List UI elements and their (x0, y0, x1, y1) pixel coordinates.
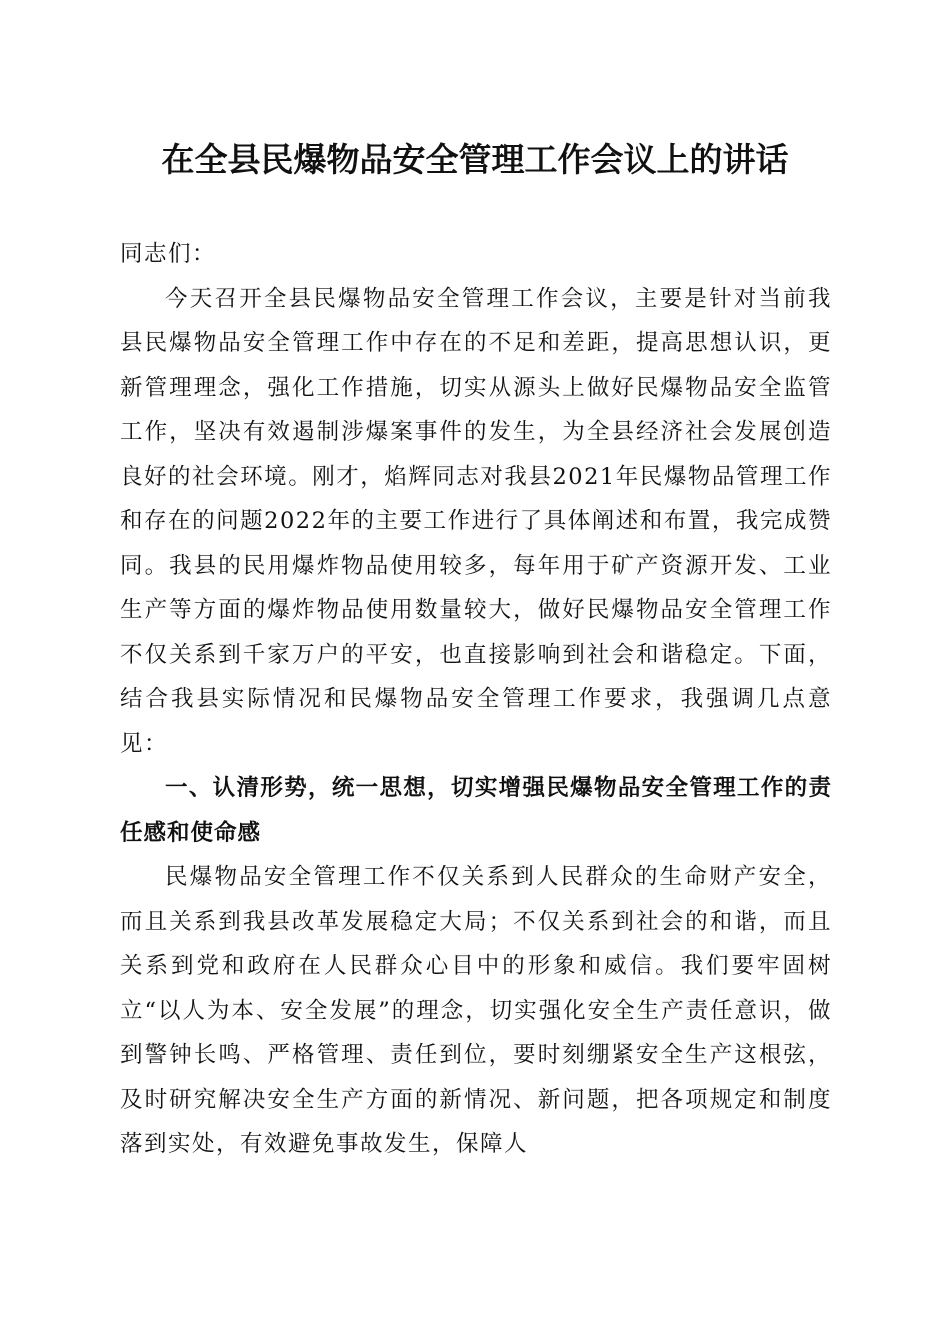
section-1-heading: 一、认清形势，统一思想，切实增强民爆物品安全管理工作的责任感和使命感 (120, 775, 832, 846)
section-1-paragraph: 民爆物品安全管理工作不仅关系到人民群众的生命财产安全，而且关系到我县改革发展稳定大局；不仅关系到社会的和谐，而且关系到党和政府在人民群众心目中的形象和威信。我们要牢固树立“以人为本、安全发展”的理念，切实强化安全生产责任意识，做到警钟长鸣、严格管理、责任到位，要时刻绷紧安全生产这根弦，及时研究解决安全生产方面的新情况、新问题，把各项规定和制度落到实处，有效避免事故发生，保障人 (120, 864, 832, 1157)
document-title: 在全县民爆物品安全管理工作会议上的讲话 (161, 140, 789, 179)
intro-paragraph: 今天召开全县民爆物品安全管理工作会议，主要是针对当前我县民爆物品安全管理工作中存在的不足和差距，提高思想认识，更新管理理念，强化工作措施，切实从源头上做好民爆物品安全监管工作，坚决有效遏制涉爆案事件的发生，为全县经济社会发展创造良好的社会环境。刚才，焰辉同志对我县2021年民爆物品管理工作和存在的问题2022年的主要工作进行了具体阐述和布置，我完成赞同。我县的民用爆炸物品使用较多，每年用于矿产资源开发、工业生产等方面的爆炸物品使用数量较大，做好民爆物品安全管理工作不仅关系到千家万户的平安，也直接影响到社会和谐稳定。下面，结合我县实际情况和民爆物品安全管理工作要求，我强调几点意见： (120, 285, 832, 757)
salutation: 同志们： (120, 241, 217, 267)
document-body (120, 232, 832, 1167)
